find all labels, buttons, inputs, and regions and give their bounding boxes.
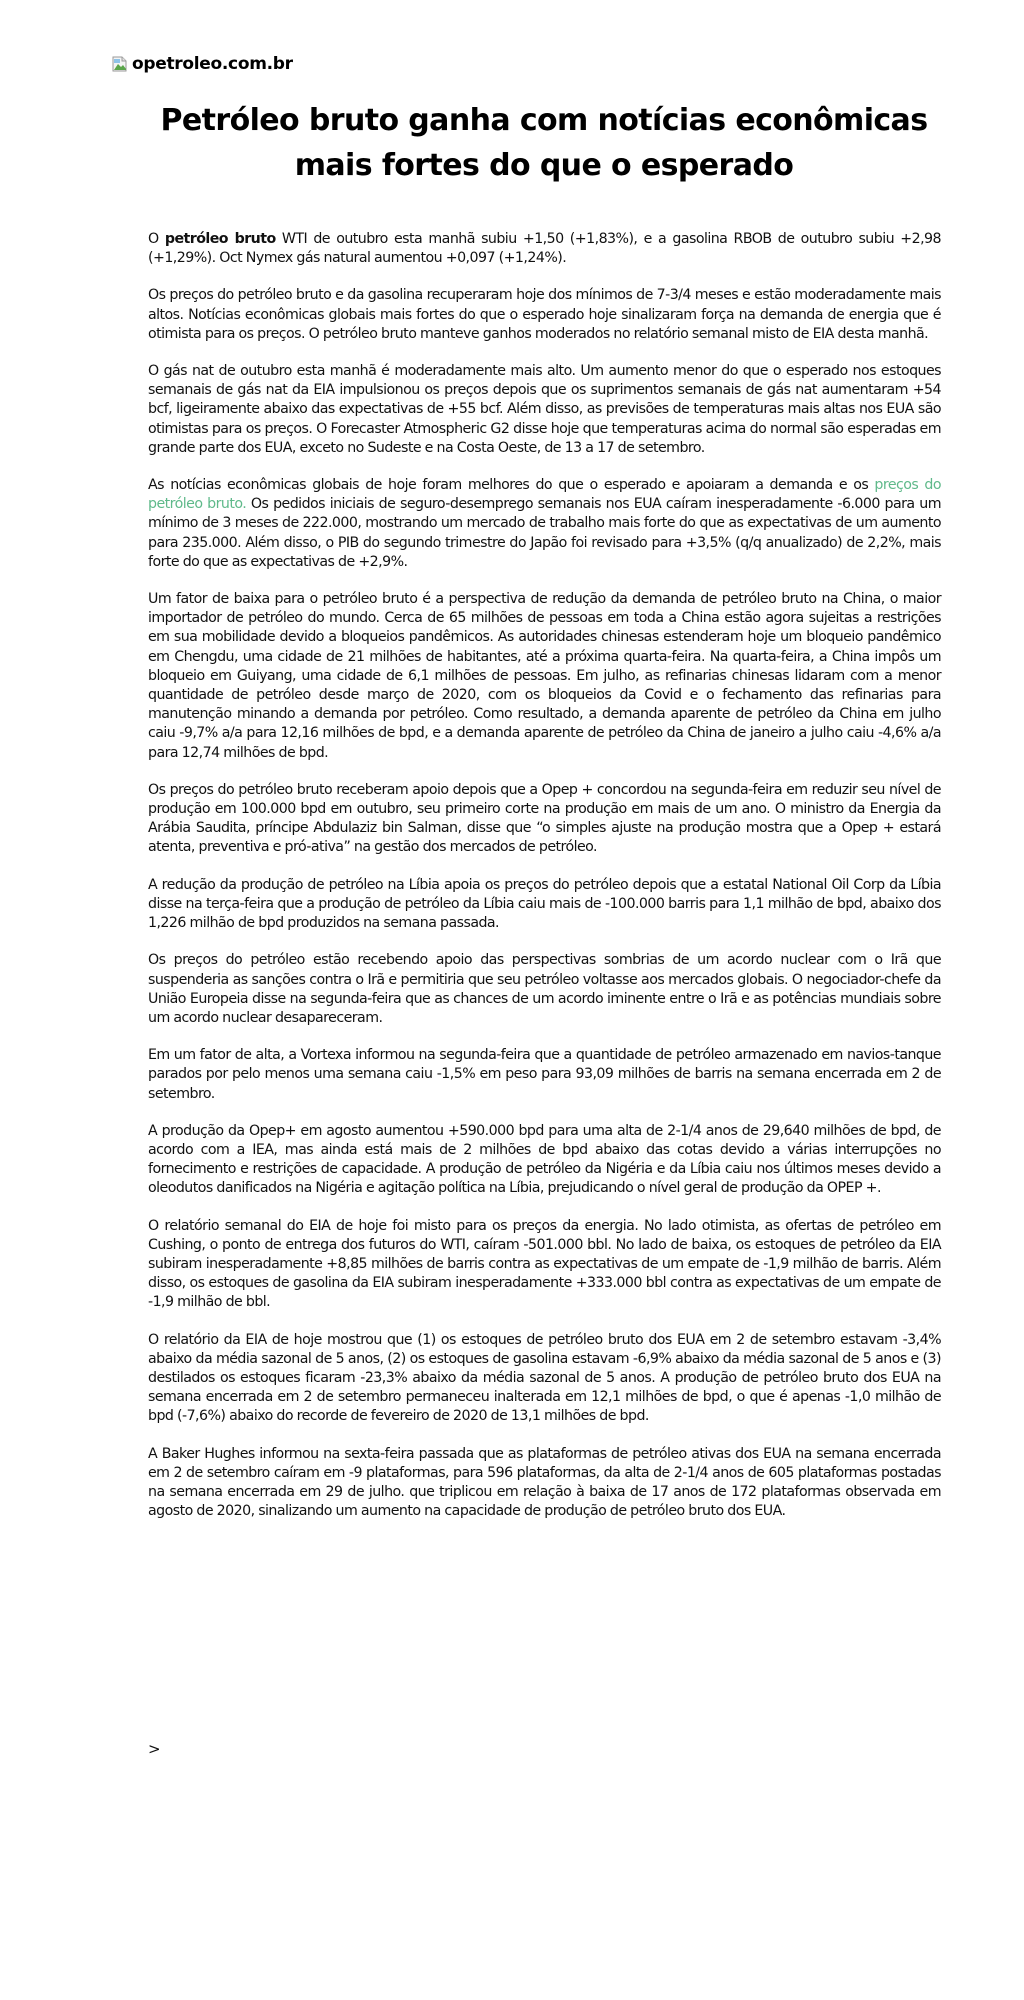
paragraph-3: O gás nat de outubro esta manhã é moderadamente mais alto. Um aumento menor do que o esperado nos estoques semanais de gás nat da EIA impulsionou os preços depois que os suprimentos semanais de gás nat aumentaram +54 bcf, ligeiramente abaixo das expectativas de +55 bcf. Além disso, as previsões de temperaturas mais altas nos EUA são otimistas para os preços. O Forecaster Atmospheric G2 disse hoje que temperaturas acima do normal são esperadas em grande parte dos EUA, exceto no Sudeste e na Costa Oeste, de 13 a 17 de setembro. bbox=[148, 363, 941, 456]
site-name[interactable]: opetroleo.com.br bbox=[132, 54, 293, 74]
p1-bold-term: petróleo bruto bbox=[164, 231, 276, 247]
p1-suffix: WTI de outubro esta manhã subiu +1,50 (+1,83%), e a gasolina RBOB de outubro subiu +2,98 (+1,29%). Oct Nymex gás natural aumentou +0,097 (+1,24%). bbox=[148, 231, 941, 267]
p4-prefix: As notícias econômicas globais de hoje foram melhores do que o esperado e apoiaram a demanda e os bbox=[148, 477, 875, 494]
paragraph-8: Os preços do petróleo estão recebendo apoio das perspectivas sombrias de um acordo nuclear com o Irã que suspenderia as sanções contra o Irã e permitiria que seu petróleo voltasse aos mercados globais. O negociador-chefe da União Europeia disse na segunda-feira que as chances de um acordo iminente entre o Irã e as potências mundiais sobre um acordo nuclear desapareceram. bbox=[148, 952, 941, 1026]
article-title: Petróleo bruto ganha com notícias econômicas mais fortes do que o esperado bbox=[160, 103, 928, 183]
paragraph-5: Um fator de baixa para o petróleo bruto é a perspectiva de redução da demanda de petróleo bruto na China, o maior importador de petróleo do mundo. Cerca de 65 milhões de pessoas em toda a China estão agora sujeitas a restrições em sua mobilidade devido a bloqueios pandêmicos. As autoridades chinesas estenderam hoje um bloqueio pandêmico em Chengdu, uma cidade de 21 milhões de habitantes, até a próxima quarta-feira. Na quarta-feira, a China impôs um bloqueio em Guiyang, uma cidade de 6,1 milhões de pessoas. Em julho, as refinarias chinesas lidaram com a menor quantidade de petróleo desde março de 2020, com os bloqueios da Covid e o fechamento das refinarias para manutenção minando a demanda por petróleo. Como resultado, a demanda aparente de petróleo da China em julho caiu -9,7% a/a para 12,16 milhões de bpd, e a demanda aparente de petróleo da China de janeiro a julho caiu -4,6% a/a para 12,74 milhões de bpd. bbox=[148, 591, 941, 761]
paragraph-1 bbox=[148, 230, 941, 268]
paragraph-12: O relatório da EIA de hoje mostrou que (1) os estoques de petróleo bruto dos EUA em 2 de setembro estavam -3,4% abaixo da média sazonal de 5 anos, (2) os estoques de gasolina estavam -6,9% abaixo da média sazonal de 5 anos e (3) destilados os estoques ficaram -23,3% abaixo da média sazonal de 5 anos. A produção de petróleo bruto dos EUA na semana encerrada em 2 de setembro permaneceu inalterada em 12,1 milhões de bpd, o que é apenas -1,0 milhão de bpd (-7,6%) abaixo do recorde de fevereiro de 2020 de 13,1 milhões de bpd. bbox=[148, 1331, 941, 1425]
p1-prefix: O bbox=[148, 231, 165, 247]
next-marker[interactable]: > bbox=[148, 1740, 161, 1758]
crude-prices-link[interactable]: preços do petróleo bruto. bbox=[148, 477, 941, 513]
paragraph-10: A produção da Opep+ em agosto aumentou +590.000 bpd para uma alta de 2-1/4 anos de 29,640 milhões de bpd, de acordo com a IEA, mas ainda está mais de 2 milhões de bpd abaixo das cotas devido a várias interrupções no fornecimento e restrições de capacidade. A produção de petróleo da Nigéria e da Líbia caiu nos últimos meses devido a oleodutos danificados na Nigéria e agitação política na Líbia, prejudicando o nível geral de produção da OPEP +. bbox=[148, 1122, 941, 1197]
paragraph-7: A redução da produção de petróleo na Líbia apoia os preços do petróleo depois que a estatal National Oil Corp da Líbia disse na terça-feira que a produção de petróleo da Líbia caiu mais de -100.000 barris para 1,1 milhão de bpd, abaixo dos 1,226 milhão de bpd produzidos na semana passada. bbox=[148, 876, 941, 932]
paragraph-9: Em um fator de alta, a Vortexa informou na segunda-feira que a quantidade de petróleo armazenado em navios-tanque parados por pelo menos uma semana caiu -1,5% em peso para 93,09 milhões de barris na semana encerrada em 2 de setembro. bbox=[148, 1047, 941, 1102]
site-header bbox=[112, 54, 293, 74]
p4-suffix: Os pedidos iniciais de seguro-desemprego semanais nos EUA caíram inesperadamente -6.000 para um mínimo de 3 meses de 222.000, mostrando um mercado de trabalho mais forte do que as expectativas de um aumento para 235.000. Além disso, o PIB do segundo trimestre do Japão foi revisado para +3,5% (q/q anualizado) de 2,2%, mais forte do que as expectativas de +2,9%. bbox=[148, 496, 941, 570]
paragraph-6: Os preços do petróleo bruto receberam apoio depois que a Opep + concordou na segunda-feira em reduzir seu nível de produção em 100.000 bpd em outubro, seu primeiro corte na produção em mais de um ano. O ministro da Energia da Arábia Saudita, príncipe Abdulaziz bin Salman, disse que “o simples ajuste na produção mostra que a Opep + estará atenta, preventiva e pró-ativa” na gestão dos mercados de petróleo. bbox=[148, 781, 941, 856]
broken-image-icon bbox=[112, 56, 128, 72]
paragraph-4 bbox=[148, 476, 941, 572]
paragraph-2: Os preços do petróleo bruto e da gasolina recuperaram hoje dos mínimos de 7-3/4 meses e estão moderadamente mais altos. Notícias econômicas globais mais fortes do que o esperado hoje sinalizaram força na demanda de energia que é otimista para os preços. O petróleo bruto manteve ganhos moderados no relatório semanal misto de EIA desta manhã. bbox=[148, 287, 941, 342]
paragraph-13: A Baker Hughes informou na sexta-feira passada que as plataformas de petróleo ativas dos EUA na semana encerrada em 2 de setembro caíram em -9 plataformas, para 596 plataformas, da alta de 2-1/4 anos de 605 plataformas postadas na semana encerrada em 29 de julho. que triplicou em relação à baixa de 17 anos de 172 plataformas observada em agosto de 2020, sinalizando um aumento na capacidade de produção de petróleo bruto dos EUA. bbox=[148, 1445, 941, 1520]
article-body bbox=[148, 230, 941, 1539]
paragraph-11: O relatório semanal do EIA de hoje foi misto para os preços da energia. No lado otimista, as ofertas de petróleo em Cushing, o ponto de entrega dos futuros do WTI, caíram -501.000 bbl. No lado de baixa, os estoques de petróleo da EIA subiram inesperadamente +8,85 milhões de barris contra as expectativas de um empate de -1,9 milhão de barris. Além disso, os estoques de gasolina da EIA subiram inesperadamente +333.000 bbl contra as expectativas de um empate de -1,9 milhão de bbl. bbox=[148, 1217, 941, 1311]
